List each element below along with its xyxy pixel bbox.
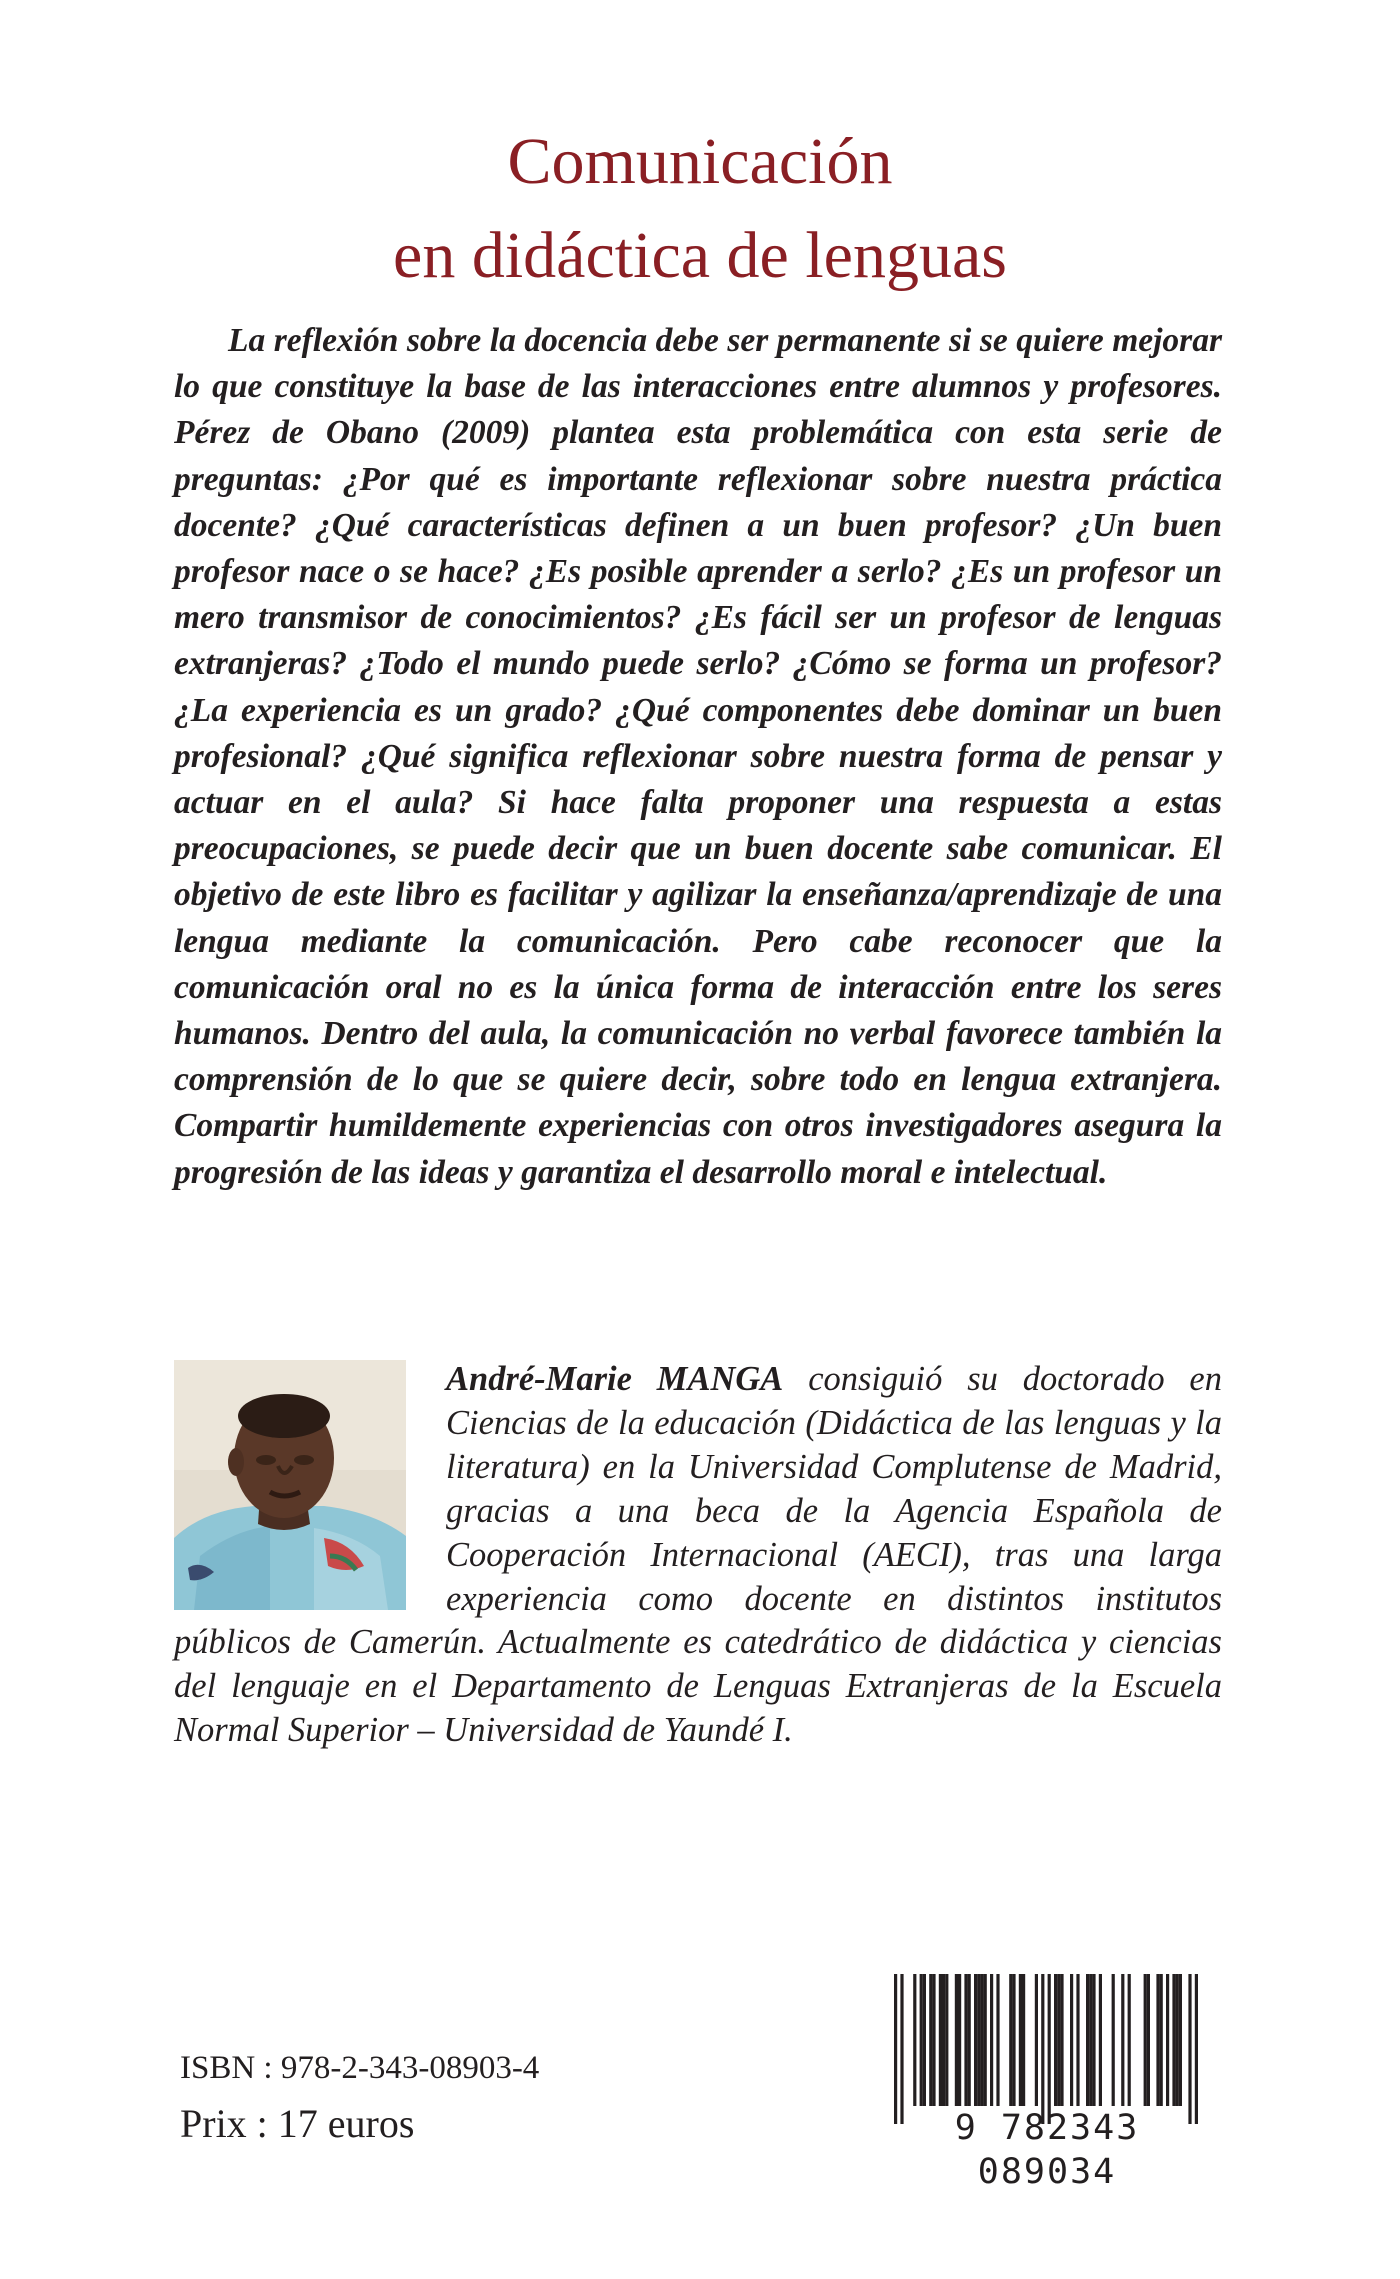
barcode-bar [942, 1974, 945, 2106]
barcode-bar [974, 1974, 977, 2106]
barcode-bar [1156, 1974, 1159, 2106]
barcode-bar [1112, 1974, 1115, 2106]
author-bio [174, 1358, 1222, 1753]
barcode-bar [1099, 1974, 1102, 2106]
barcode-bar [1092, 1974, 1095, 2106]
barcode-bar [980, 1974, 983, 2106]
barcode-bar [1048, 1974, 1051, 2124]
book-title-line-1: Comunicación [507, 125, 893, 198]
barcode-bar [1089, 1974, 1092, 2106]
barcode-bar [984, 1974, 987, 2106]
barcode-bar [1176, 1974, 1179, 2106]
barcode-bar [1057, 1974, 1060, 2106]
barcode-bar [1086, 1974, 1089, 2106]
barcode-bar [900, 1974, 903, 2124]
barcode-bar [1076, 1974, 1079, 2106]
barcode-bar [1144, 1974, 1147, 2106]
barcode-bar [1172, 1974, 1175, 2106]
barcode-bar [1147, 1974, 1150, 2106]
barcode-bar [1179, 1974, 1182, 2106]
barcode-bar [923, 1974, 926, 2106]
book-title [0, 115, 1400, 303]
barcode-bar [1019, 1974, 1022, 2106]
barcode-bar [945, 1974, 948, 2106]
barcode-bar [1188, 1974, 1191, 2124]
barcode-bar [1160, 1974, 1163, 2106]
barcode-bar [964, 1974, 967, 2106]
barcode-bar [920, 1974, 923, 2106]
price-text: Prix : 17 euros [180, 2101, 415, 2146]
barcode-bar [1121, 1974, 1124, 2106]
barcode-bar [955, 1974, 958, 2106]
barcode-bar [913, 1974, 916, 2106]
barcode-bar [968, 1974, 971, 2106]
book-title-line-2: en didáctica de lenguas [393, 219, 1007, 292]
barcode-bar [932, 1974, 935, 2106]
barcode-bar [977, 1974, 980, 2106]
barcode-bar [1070, 1974, 1073, 2106]
photo-float-spacer [174, 1358, 446, 1620]
author-bio-text: consiguió su doctorado en Ciencias de la educación (Didáctica de las lenguas y la literatura) en la Universidad Complutense de Madrid, gracias a una beca de la Agencia Española de Cooperación Internacional (AECI), tras una larga experiencia como docente en distintos institutos públicos de Camerún. Actualmente es catedrático de didáctica y ciencias del lenguaje en el Departamento de Lenguas Extranjeras de la Escuela Normal Superior – Universidad de Yaundé I. [174, 1360, 1222, 1750]
barcode-bar [939, 1974, 942, 2106]
barcode-bar [1035, 1974, 1038, 2106]
isbn-text: ISBN : 978-2-343-08903-4 [180, 2050, 540, 2086]
barcode-bar [1012, 1974, 1015, 2106]
book-summary: La reflexión sobre la docencia debe ser permanente si se quiere mejorar lo que constituye la base de las interacciones entre alumnos y profesores. Pérez de Obano (2009) plantea esta problemática con esta serie de preguntas: ¿Por qué es importante reflexionar sobre nuestra práctica docente? ¿Qué características definen a un buen profesor? ¿Un buen profesor nace o se hace? ¿Es posible aprender a serlo? ¿Es un profesor un mero transmisor de conocimientos? ¿Es fácil ser un profesor de lenguas extranjeras? ¿Todo el mundo puede serlo? ¿Cómo se forma un profesor? ¿La experiencia es un grado? ¿Qué componentes debe dominar un buen profesional? ¿Qué significa reflexionar sobre nuestra forma de pensar y actuar en el aula? Si hace falta proponer una respuesta a estas preocupaciones, se puede decir que un buen docente sabe comunicar. El objetivo de este libro es facilitar y agilizar la enseñanza/aprendizaje de una lengua mediante la comunicación. Pero cabe reconocer que la comunicación oral no es la única forma de interacción entre los seres humanos. Dentro del aula, la comunicación no verbal favorece también la comprensión de lo que se quiere decir, sobre todo en lengua extranjera. Compartir humildemente experiencias con otros investigadores asegura la progresión de las ideas y garantiza el desarrollo moral e intelectual. [174, 322, 1222, 1191]
barcode-bar [996, 1974, 999, 2106]
barcode-bar [1128, 1974, 1131, 2106]
barcode-bar [1041, 1974, 1044, 2124]
barcode-bar [1022, 1974, 1025, 2106]
barcode-bar [894, 1974, 897, 2124]
barcode-bar [958, 1974, 961, 2106]
barcode-bar [1166, 1974, 1169, 2106]
author-name: André-Marie MANGA [446, 1360, 784, 1398]
barcode-bar [1195, 1974, 1198, 2124]
barcode-bar [1060, 1974, 1063, 2106]
barcode-bar [1054, 1974, 1057, 2106]
barcode-digits: 9 782343 089034 [954, 2108, 1140, 2192]
barcode-bar [1009, 1974, 1012, 2106]
barcode-bar [929, 1974, 932, 2106]
barcode-bar [990, 1974, 993, 2106]
